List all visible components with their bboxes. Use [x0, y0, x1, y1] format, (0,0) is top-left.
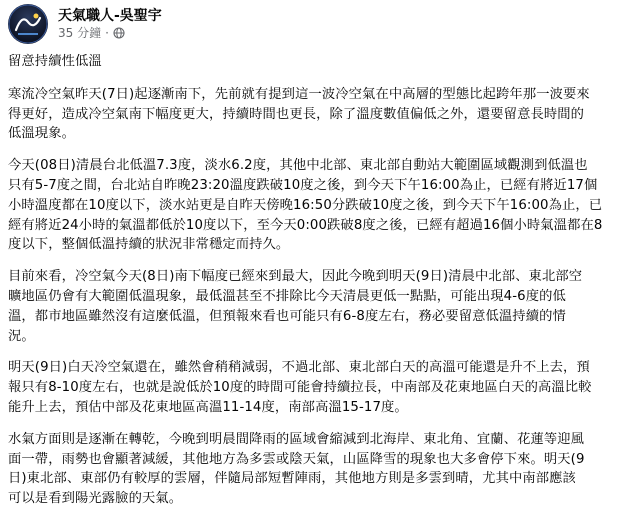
separator-dot: · — [105, 26, 109, 40]
post-paragraph: 寒流冷空氣昨天(7日)起逐漸南下，先前就有提到這一波冷空氣在中高層的型態比起跨年那一波要來 得更好，造成冷空氣南下幅度更大，持續時間也更長，除了溫度數值偏低之外，還要留意長時間的 低溫現象。 — [8, 86, 590, 142]
globe-icon — [113, 27, 125, 39]
avatar-logo-icon — [8, 4, 48, 44]
post-header — [8, 2, 162, 46]
post-paragraph: 明天(9日)白天冷空氣還在，雖然會稍稍減弱，不過北部、東北部白天的高溫可能還是升不上去，預 報只有8-10度左右，也就是說低於10度的時間可能會持續拉長，中南部及花東地區白天的高溫比較 能升上去，預估中部及花東地區高溫11-14度，南部高溫15-17度。 — [8, 360, 592, 415]
post-paragraph: 目前來看，冷空氣今天(8日)南下幅度已經來到最大，因此今晚到明天(9日)清晨中北部、東北部空 曠地區仍會有大範圍低溫現象，最低溫甚至不排除比今天清晨更低一點點，可能出現4-6度的低 溫，都市地區雖然沒有這麼低溫，但預報來看也可能只有6-8度左右，務必要留意低溫持續的情 況。 — [8, 269, 583, 344]
post-paragraph: 今天(08日)清晨台北低溫7.3度，淡水6.2度，其他中北部、東北部自動站大範圍區域觀測到低溫也 只有5-7度之間，台北站自昨晚23:20溫度跌破10度之後，到今天下午16:00為止，已經有將近17個 小時溫度都在10度以下，淡水站更是自昨天傍晚16:50分跌破10度之後，到今天下午16:00為止，已 經有將近24小時的氣溫都低於10度以下，至今天0:00跌破8度之後，已經有超過16個小時氣溫都在8 度以下，整個低溫持續的狀況非常穩定而持久。 — [8, 158, 603, 253]
author-name[interactable]: 天氣職人-吳聖宇 — [58, 8, 162, 24]
post-meta — [58, 7, 162, 41]
post-title: 留意持續性低溫 — [8, 54, 102, 69]
post-body — [8, 52, 632, 521]
post-timestamp[interactable]: 35 分鐘 — [58, 26, 102, 40]
post-subline — [58, 25, 162, 41]
post-paragraph: 水氣方面則是逐漸在轉乾，今晚到明晨間降雨的區域會縮減到北海岸、東北角、宜蘭、花蓮等迎風 面一帶，雨勢也會顯著減緩，其他地方為多雲或陰天氣，山區降雪的現象也大多會停下來。明天(9 日)東北部、東部仍有較厚的雲層，伴隨局部短暫陣雨，其他地方則是多雲到晴，尤其中南部應該 可以是看到陽光露臉的天氣。 — [8, 431, 585, 507]
author-avatar[interactable] — [8, 4, 48, 44]
